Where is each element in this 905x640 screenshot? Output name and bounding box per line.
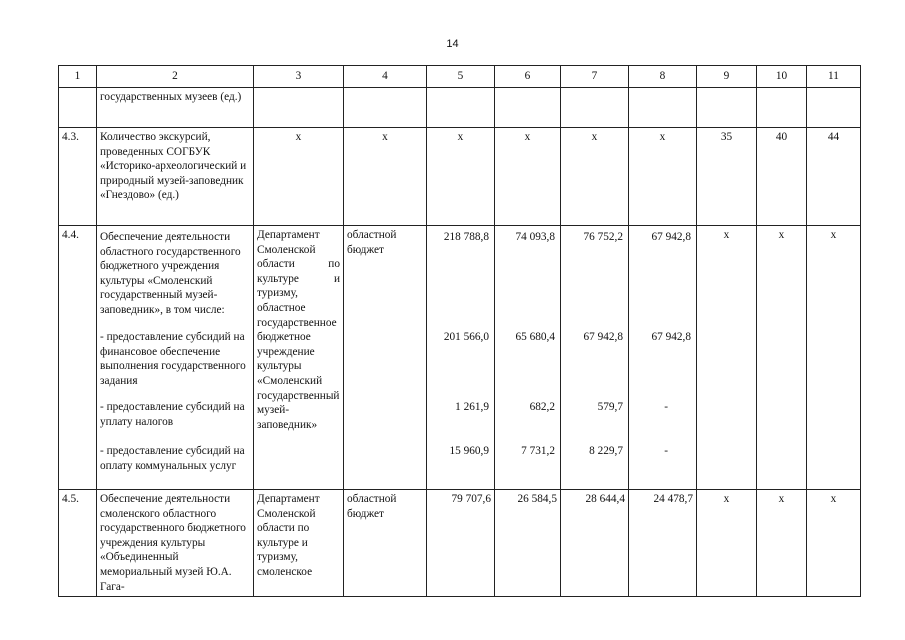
cell-col11: х — [807, 226, 861, 490]
cell-col8: х — [629, 128, 697, 226]
cell-col6: х — [495, 128, 561, 226]
header-col-9: 9 — [697, 66, 757, 88]
header-col-10: 10 — [757, 66, 807, 88]
cell-source: х — [344, 128, 427, 226]
row-index: 4.3. — [59, 128, 97, 226]
header-col-8: 8 — [629, 66, 697, 88]
sub-item-utilities: - предоставление субсидий на оплату коммунальных услуг — [100, 445, 245, 472]
table-row-4-4 — [59, 226, 861, 490]
cell-col5: х — [427, 128, 495, 226]
value-sub1: 67 942,8 — [651, 331, 691, 343]
value-total: 218 788,8 — [443, 231, 489, 243]
cell-source: областной бюджет — [344, 226, 427, 490]
row-name: Обеспечение деятельности областного государственного бюджетного учреждения культуры «Смоленский государственный музей-заповедник», в том числе: — [100, 231, 241, 316]
value-sub3: 8 229,7 — [589, 445, 623, 457]
cell-col11: 44 — [807, 128, 861, 226]
cell-executor: Департамент Смоленской области по культуре и туризму, смоленское — [254, 490, 344, 597]
value-sub3: 15 960,9 — [449, 445, 489, 457]
header-col-1: 1 — [59, 66, 97, 88]
cell-col5 — [427, 226, 495, 490]
cell-source: областной бюджет — [344, 490, 427, 597]
cell-col7: х — [561, 128, 629, 226]
value-sub3: - — [664, 445, 668, 457]
row-index: 4.5. — [59, 490, 97, 597]
header-col-3: 3 — [254, 66, 344, 88]
header-col-11: 11 — [807, 66, 861, 88]
value-total: 76 752,2 — [583, 231, 623, 243]
cell-executor: Департамент Смоленской области по культуре и туризму, областное государственное бюджетное учреждение культуры «Смоленский государственный музей-заповедник» — [254, 226, 344, 490]
column-number-row — [59, 66, 861, 88]
cell-col5: 79 707,6 — [427, 490, 495, 597]
table-row-4-5 — [59, 490, 861, 597]
cell-col10: 40 — [757, 128, 807, 226]
program-table — [58, 65, 861, 597]
header-col-7: 7 — [561, 66, 629, 88]
sub-item-taxes: - предоставление субсидий на уплату налогов — [100, 401, 245, 428]
row-name: Количество экскурсий, проведенных СОГБУК «Историко-археологический и природный музей-заповедник «Гнездово» (ед.) — [97, 128, 254, 226]
page-number: 14 — [446, 38, 459, 50]
header-col-4: 4 — [344, 66, 427, 88]
value-total: 67 942,8 — [651, 231, 691, 243]
value-sub1: 67 942,8 — [583, 331, 623, 343]
header-col-2: 2 — [97, 66, 254, 88]
header-col-5: 5 — [427, 66, 495, 88]
cell-col6: 26 584,5 — [495, 490, 561, 597]
header-col-6: 6 — [495, 66, 561, 88]
cell-col7: 28 644,4 — [561, 490, 629, 597]
cell-col10: х — [757, 490, 807, 597]
value-sub3: 7 731,2 — [521, 445, 555, 457]
value-sub2: 579,7 — [597, 401, 623, 413]
row-name-cell — [97, 226, 254, 490]
cell-col9: х — [697, 490, 757, 597]
cell-col7 — [561, 226, 629, 490]
cell-col11: х — [807, 490, 861, 597]
cell-col8: 24 478,7 — [629, 490, 697, 597]
cell-col10: х — [757, 226, 807, 490]
cont-name: государственных музеев (ед.) — [97, 88, 254, 128]
value-sub1: 201 566,0 — [443, 331, 489, 343]
value-sub2: 682,2 — [529, 401, 555, 413]
row-name: Обеспечение деятельности смоленского областного государственного бюджетного учреждения культуры «Объединенный мемориальный музей Ю.А. Гага- — [97, 490, 254, 597]
cell-col8 — [629, 226, 697, 490]
cell-col9: 35 — [697, 128, 757, 226]
cell-executor: х — [254, 128, 344, 226]
value-sub2: - — [664, 401, 668, 413]
row-index: 4.4. — [59, 226, 97, 490]
continuation-row — [59, 88, 861, 128]
cell-col6 — [495, 226, 561, 490]
value-total: 74 093,8 — [515, 231, 555, 243]
cell-col9: х — [697, 226, 757, 490]
sub-item-state-task: - предоставление субсидий на финансовое обеспечение выполнения государственного задания — [100, 331, 246, 387]
table-row-4-3 — [59, 128, 861, 226]
cont-idx — [59, 88, 97, 128]
value-sub1: 65 680,4 — [515, 331, 555, 343]
value-sub2: 1 261,9 — [455, 401, 489, 413]
